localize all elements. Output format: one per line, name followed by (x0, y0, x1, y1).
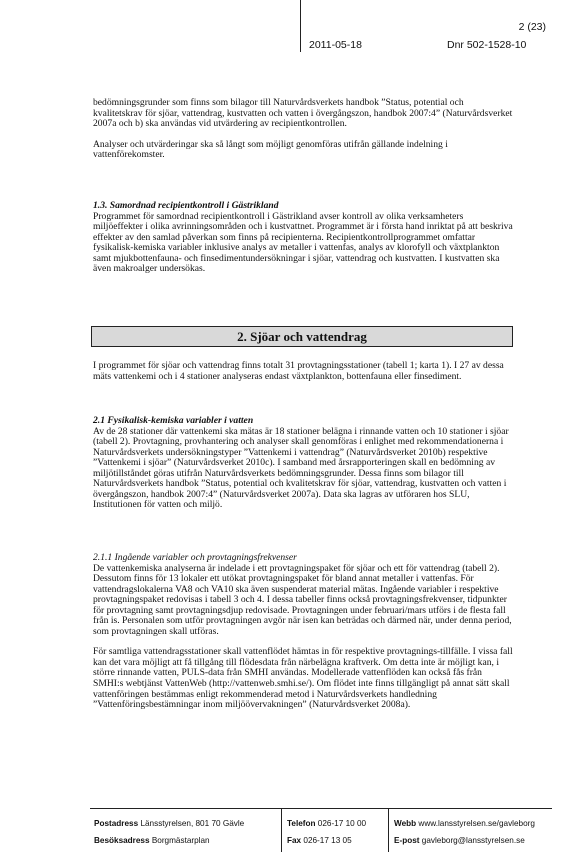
section-2-1-1-text-1: De vattenkemiska analyserna är indelade i ett provtagningspaket för sjöar och ett för vattendrag (tabell 2). Dessutom finns för 13 lokaler ett utökat provtagningspaket för bland annat metaller i vattenfas. För vattendragslokalerna VA8 och VA10 ska även suspenderat material mätas. Ingående variabler i respektive provtagningspaket redovisas i tabell 3 och 4. I dessa tabeller finns också provtagningsfrekvenser, tidpunkter för provtagning samt provtagningsdjup redovisade. Provtagningen under februari/mars utförs i de flesta fall från is. Personalen som utför provtagningen avgör när isen kan beträdas och därmed när, under denna period, som provtagningen skall utföras. (93, 562, 512, 637)
section-2-1-1-text-2: För samtliga vattendragsstationer skall vattenflödet hämtas in för respektive provtagnings-tillfälle. I vissa fall kan det vara möjligt att få tillgång till flödesdata från närbelägna kraftverk. Om detta inte är möjligt kan, i större rinnande vatten, PULS-data från SMHI användas. Modellerade vattenflöden kan också fås från SMHI:s webtjänst VattenWeb (http://vattenweb.smhi.se/). Om flödet inte finns tillgängligt på annat sätt skall vattenföringen bestämmas enligt rekommenderad metod i Naturvårdsverkets handledning ”Vattenföringsbestämningar inom miljöövervakningen” (Naturvårdsverket 2008a). (93, 646, 513, 711)
section-2-1-1 (93, 553, 513, 711)
footer-web-column (388, 809, 535, 852)
section-1-3 (93, 201, 513, 275)
section-2-1-text: Av de 28 stationer där vattenkemi ska mätas är 18 stationer belägna i rinnande vatten och 10 stationer i sjöar (tabell 2). Provtagning, provhantering och analyser skall genomföras i enlighet med rekommendationerna i Naturvårdsverkets undersökningstyper ”Vattenkemi i vattendrag” (Naturvårdsverket 2010b) respektive ”Vattenkemi i sjöar” (Naturvårdsverket 2010c). I samband med årsrapporteringen skall en bedömning av miljötillståndet göras utifrån Naturvårdsverkets bedömningsgrunder. Dessa finns som bilagor till Naturvårdsverkets handbok ”Status, potential och kvalitetskrav för sjöar, vattendrag, kustvatten och vatten i övergångszon, handbok 2007:4” (Naturvårdsverket 2007a). Data ska lagras av utföraren hos SLU, Institutionen för vatten och miljö. (93, 425, 509, 511)
footer-epost-link[interactable]: gavleborg@lansstyrelsen.se (421, 836, 525, 845)
footer-telefon: Telefon 026-17 10 00 (287, 819, 367, 828)
document-dnr: Dnr 502-1528-10 (447, 39, 527, 51)
footer-webb-link[interactable]: www.lansstyrelsen.se/gavleborg (418, 819, 535, 828)
section-1-3-heading: 1.3. Samordnad recipientkontroll i Gästrikland (93, 200, 279, 211)
intro-paragraph-2: Analyser och utvärderingar ska så långt som möjligt genomföras utifrån gällande indelning i vattenförekomster. (93, 138, 448, 161)
section-2-1-1-heading: 2.1.1 Ingående variabler och provtagningsfrekvenser (93, 552, 297, 563)
section-2-1-heading: 2.1 Fysikalisk-kemiska variabler i vatten (93, 415, 254, 426)
section-2-intro (93, 361, 513, 382)
section-2-heading: 2. Sjöar och vattendrag (91, 326, 513, 347)
section-2-intro-text: I programmet för sjöar och vattendrag finns totalt 31 provtagningsstationer (tabell 1; karta 1). I 27 av dessa mäts vattenkemi och i 4 stationer analyseras endast växtplankton, bottenfauna eller finsediment. (93, 360, 504, 382)
intro-block (93, 98, 513, 161)
footer-besoksadress: Besöksadress Borgmästarplan (94, 836, 210, 845)
page-footer (90, 808, 552, 852)
section-1-3-text: Programmet för samordnad recipientkontroll i Gästrikland avser kontroll av olika verksamheters miljöeffekter i olika avrinningsområden och i kustvattnet. Programmet är i första hand inriktat på att beskriva effekter av den samlad påverkan som finns på recipienterna. Recipientkontrollprogrammet omfattar fysikalisk-kemiska variabler inklusive analys av metaller i vattenfas, analys av klorofyll och växtplankton samt mjukbottenfauna- och finsedimentundersökningar i sjöar, vattendrag och kustvatten. I kustvatten ska även makroalger undersökas. (93, 210, 513, 275)
document-date: 2011-05-18 (309, 39, 362, 51)
header-divider (300, 0, 301, 52)
intro-paragraph-1: bedömningsgrunder som finns som bilagor till Naturvårdsverkets handbok ”Status, potential och kvalitetskrav för sjöar, vattendrag, kustvatten och vatten i övergångszon, handbok 2007:4” (Naturvårdsverket 2007a och b) ska användas vid utvärdering av recipientkontrollen. (93, 97, 513, 130)
footer-fax: Fax 026-17 13 05 (287, 836, 352, 845)
page-number: 2 (23) (518, 21, 546, 33)
footer-epost: E-post gavleborg@lansstyrelsen.se (394, 836, 525, 845)
footer-webb: Webb www.lansstyrelsen.se/gavleborg (394, 819, 535, 828)
footer-postadress: Postadress Länsstyrelsen, 801 70 Gävle (94, 819, 245, 828)
section-2-1 (93, 416, 513, 511)
footer-phone-column (281, 809, 367, 852)
